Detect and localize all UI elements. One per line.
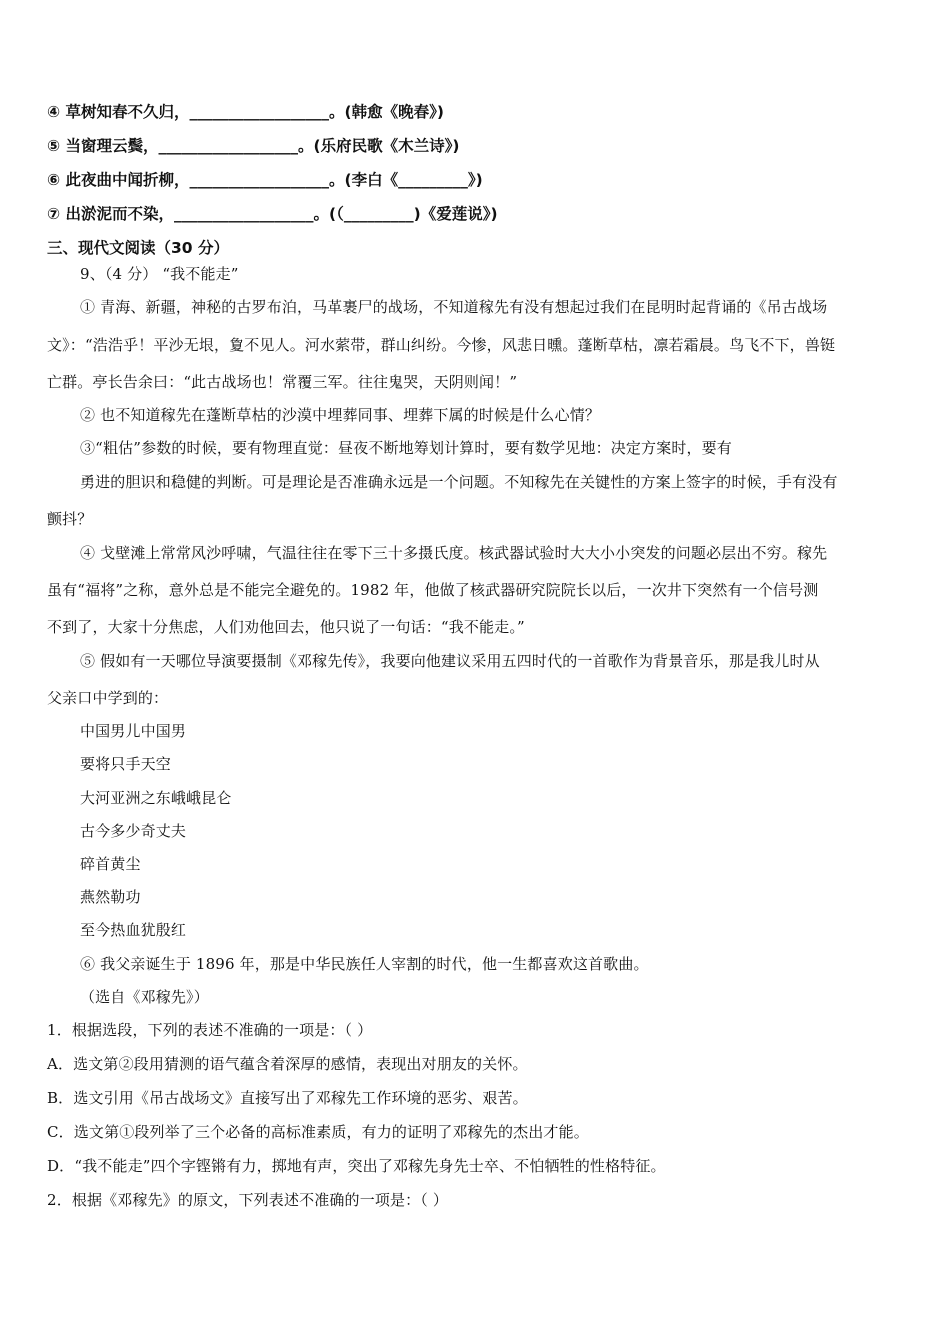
paragraph-6: ⑥ 我父亲诞生于 1896 年，那是中华民族任人宰割的时代，他一生都喜欢这首歌曲。 — [80, 955, 649, 973]
song-line: 碎首黄尘 — [80, 855, 141, 873]
fill-blank-6: ⑥ 此夜曲中闻折柳，__________________。(李白《_________》) — [47, 171, 483, 189]
option-c: C．选文第①段列举了三个必备的高标准素质，有力的证明了邓稼先的杰出才能。 — [47, 1123, 589, 1141]
song-line: 要将只手天空 — [80, 755, 171, 773]
fill-blank-4: ④ 草树知春不久归，__________________。(韩愈《晚春》) — [47, 103, 444, 121]
option-a: A．选文第②段用猜测的语气蕴含着深厚的感情，表现出对朋友的关怀。 — [47, 1055, 528, 1073]
paragraph-3-line-1: ③“粗估”参数的时候，要有物理直觉：昼夜不断地筹划计算时，要有数学见地：决定方案时，要有 — [80, 439, 732, 457]
option-b: B．选文引用《吊古战场文》直接写出了邓稼先工作环境的恶劣、艰苦。 — [47, 1089, 528, 1107]
section-title: 三、现代文阅读（30 分） — [47, 239, 229, 257]
paragraph-3-line-3: 颤抖？ — [47, 510, 93, 528]
option-d: D．“我不能走”四个字铿锵有力，掷地有声，突出了邓稼先身先士卒、不怕牺牲的性格特征。 — [47, 1157, 666, 1175]
paragraph-1-line-2: 文》：“浩浩乎！平沙无垠，夐不见人。河水萦带，群山纠纷。今惨，风悲日曛。蓬断草枯，凛若霜晨。鸟飞不下，兽铤 — [47, 336, 836, 354]
fill-blank-5: ⑤ 当窗理云鬓，__________________。(乐府民歌《木兰诗》) — [47, 137, 460, 155]
question-header: 9、（4 分） “我不能走” — [80, 265, 239, 283]
song-line: 古今多少奇丈夫 — [80, 822, 187, 840]
song-line: 至今热血犹殷红 — [80, 921, 187, 939]
question-2: 2．根据《邓稼先》的原文，下列表述不准确的一项是：（ ） — [47, 1191, 449, 1209]
fill-blank-7: ⑦ 出淤泥而不染，__________________。(（_________)《爱莲说》) — [47, 205, 498, 223]
question-1: 1．根据选段，下列的表述不准确的一项是：（ ） — [47, 1021, 373, 1039]
paragraph-4-line-1: ④ 戈壁滩上常常风沙呼啸，气温往往在零下三十多摄氏度。核武器试验时大大小小突发的问题必层出不穷。稼先 — [80, 544, 828, 562]
paragraph-1-line-1: ① 青海、新疆，神秘的古罗布泊，马革裹尸的战场，不知道稼先有没有想起过我们在昆明时起背诵的《吊古战场 — [80, 298, 828, 316]
song-line: 燕然勒功 — [80, 888, 141, 906]
paragraph-2: ② 也不知道稼先在蓬断草枯的沙漠中埋葬同事、埋葬下属的时候是什么心情？ — [80, 406, 601, 424]
source-citation: （选自《邓稼先》） — [80, 988, 209, 1006]
paragraph-1-line-3: 亡群。亭长告余曰：“此古战场也！常覆三军。往往鬼哭，天阴则闻！” — [47, 373, 518, 391]
paragraph-5-line-1: ⑤ 假如有一天哪位导演要摄制《邓稼先传》，我要向他建议采用五四时代的一首歌作为背景音乐，那是我儿时从 — [80, 652, 820, 670]
paragraph-4-line-2: 虽有“福将”之称，意外总是不能完全避免的。1982 年，他做了核武器研究院院长以后，一次井下突然有一个信号测 — [47, 581, 819, 599]
song-line: 中国男儿中国男 — [80, 722, 187, 740]
song-line: 大河亚洲之东峨峨昆仑 — [80, 789, 232, 807]
paragraph-3-line-2: 勇进的胆识和稳健的判断。可是理论是否准确永远是一个问题。不知稼先在关键性的方案上签字的时候，手有没有 — [80, 473, 838, 491]
paragraph-5-line-2: 父亲口中学到的： — [47, 689, 169, 707]
paragraph-4-line-3: 不到了，大家十分焦虑，人们劝他回去，他只说了一句话：“我不能走。” — [47, 618, 525, 636]
